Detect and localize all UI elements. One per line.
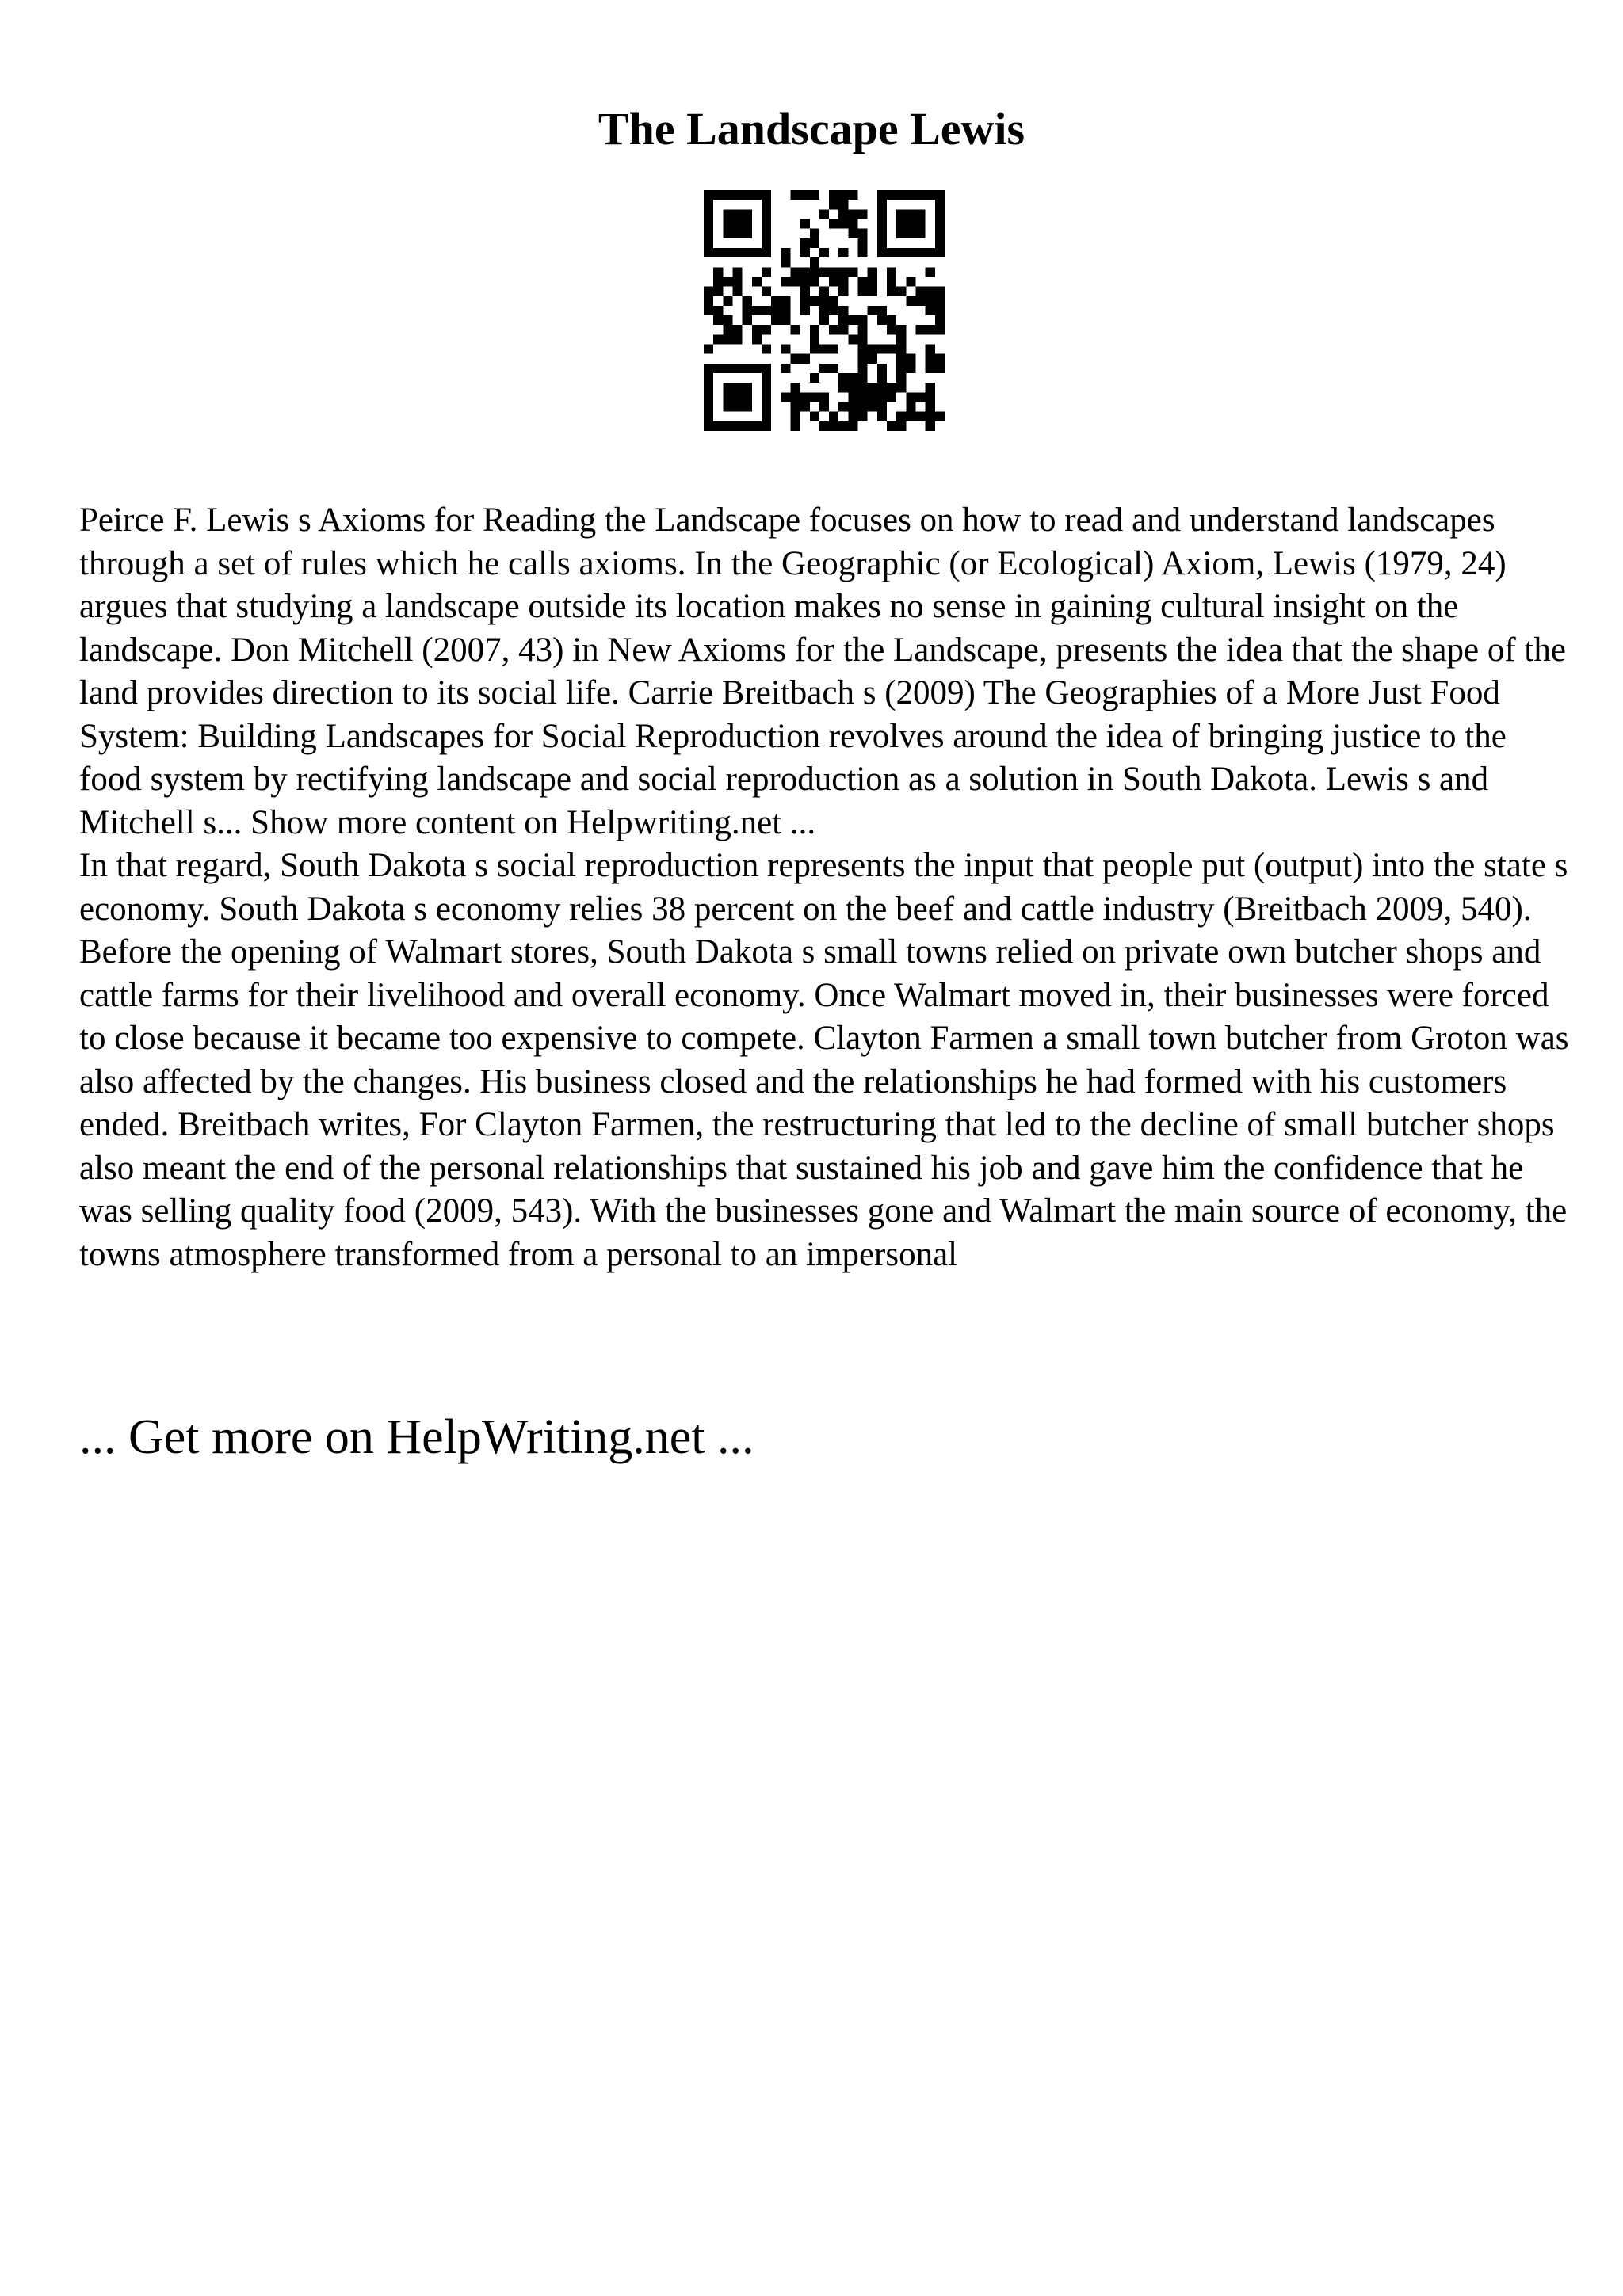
get-more-link[interactable]: ... Get more on HelpWriting.net ... <box>79 1410 754 1464</box>
paragraph-2: In that regard, South Dakota s social reproduction represents the input that people put (output) into the state s economy. South Dakota s economy relies 38 percent on the beef and cattle industry (Breitbach 2009, 540). Before the opening of Walmart stores, South Dakota s small towns relied on private own butcher shops and cattle farms for their livelihood and overall economy. Once Walmart moved in, their businesses were forced to close because it became too expensive to compete. Clayton Farmen a small town butcher from Groton was also affected by the changes. His business closed and the relationships he had formed with his customers ended. Breitbach writes, For Clayton Farmen, the restructuring that led to the decline of small butcher shops also meant the end of the personal relationships that sustained his job and gave him the confidence that he was selling quality food (2009, 543). With the businesses gone and Walmart the main source of economy, the towns atmosphere transformed from a personal to an impersonal <box>79 847 1569 1273</box>
document-title: The Landscape Lewis <box>598 103 1025 154</box>
document-body <box>79 499 1569 1276</box>
qr-code-icon[interactable] <box>704 190 945 431</box>
paragraph-1: Peirce F. Lewis s Axioms for Reading the Landscape focuses on how to read and understand landscapes through a set of rules which he calls axioms. In the Geographic (or Ecological) Axiom, Lewis (1979, 24) argues that studying a landscape outside its location makes no sense in gaining cultural insight on the landscape. Don Mitchell (2007, 43) in New Axioms for the Landscape, presents the idea that the shape of the land provides direction to its social life. Carrie Breitbach s (2009) The Geographies of a More Just Food System: Building Landscapes for Social Reproduction revolves around the idea of bringing justice to the food system by rectifying landscape and social reproduction as a solution in South Dakota. Lewis s and Mitchell s... Show more content on Helpwriting.net ... <box>79 502 1566 841</box>
